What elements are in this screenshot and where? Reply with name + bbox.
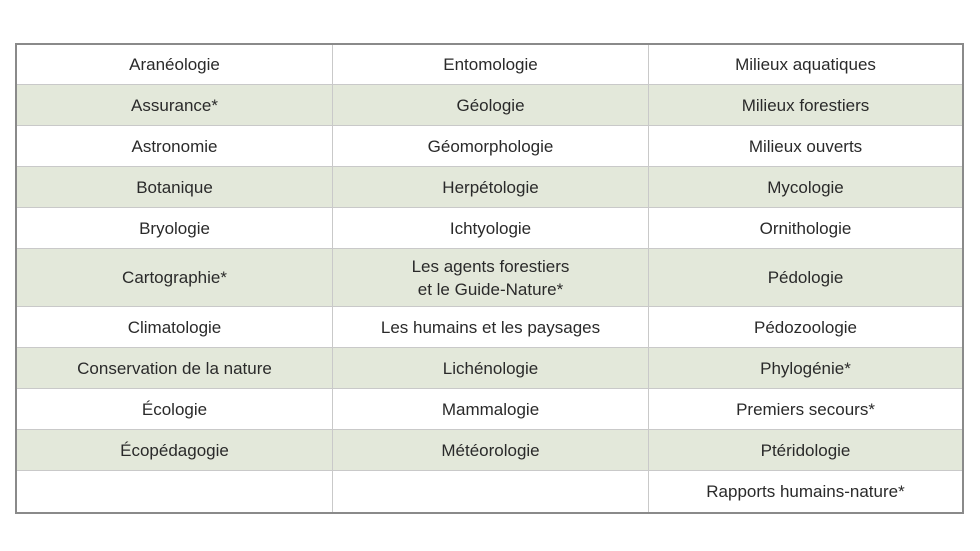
table-cell [17,430,333,471]
cell-text: Entomologie [443,55,538,74]
cell-text: Pédologie [767,268,844,287]
cell-text: Botanique [136,177,213,197]
table-cell [649,389,962,430]
table-cell [17,126,333,167]
cell-text: Ichtyologie [449,218,532,238]
table-cell [333,430,649,471]
cell-text: Climatologie [127,317,222,337]
table-cell [333,307,649,348]
table-cell [333,45,649,85]
table-cell [333,208,649,249]
cell-text: Pédozoologie [753,317,858,337]
cell-text: Assurance* [131,95,218,115]
table-cell [17,307,333,348]
table-cell [333,167,649,208]
cell-text: Milieux forestiers [741,95,870,115]
table-cell [649,307,962,348]
table-cell [333,348,649,389]
table-cell [333,126,649,167]
subjects-table [15,43,964,514]
cell-text: Milieux aquatiques [735,55,876,74]
table-cell [17,348,333,389]
table-cell [17,249,333,307]
table-cell [17,45,333,85]
table-cell [17,208,333,249]
cell-text: Géomorphologie [427,136,554,156]
cell-text: Aranéologie [129,55,220,74]
cell-text: Météorologie [441,440,540,460]
table-cell [649,126,962,167]
cell-text: Phylogénie* [760,358,851,378]
cell-text: Les agents forestiers et le Guide-Nature* [411,256,570,299]
table-cell [649,430,962,471]
cell-text: Cartographie* [122,268,227,287]
table-cell [17,85,333,126]
table-cell [17,167,333,208]
table-cell [649,471,962,512]
table-cell [333,389,649,430]
cell-text: Les humains et les paysages [380,317,601,337]
cell-text: Écologie [141,399,208,419]
cell-text: Lichénologie [442,358,539,378]
table-cell [333,249,649,307]
cell-text: Ornithologie [759,218,852,238]
table-cell [649,249,962,307]
table-cell [17,471,333,512]
cell-text: Bryologie [139,218,210,238]
table-cell [17,389,333,430]
cell-text: Herpétologie [442,177,539,197]
table-cell [649,85,962,126]
table-cell [649,348,962,389]
cell-text: Astronomie [131,136,218,156]
cell-text: Écopédagogie [120,440,229,460]
cell-text: Mycologie [767,177,844,197]
table-cell [333,85,649,126]
table-cell [333,471,649,512]
cell-text: Premiers secours* [736,399,875,419]
cell-text: Mammalogie [441,399,540,419]
cell-text: Ptéridologie [760,440,851,460]
cell-text: Géologie [456,95,525,115]
table-cell [649,45,962,85]
table-cell [649,208,962,249]
cell-text: Milieux ouverts [748,136,863,156]
table-cell [649,167,962,208]
cell-text: Rapports humains-nature* [706,482,905,501]
cell-text: Conservation de la nature [77,358,272,378]
